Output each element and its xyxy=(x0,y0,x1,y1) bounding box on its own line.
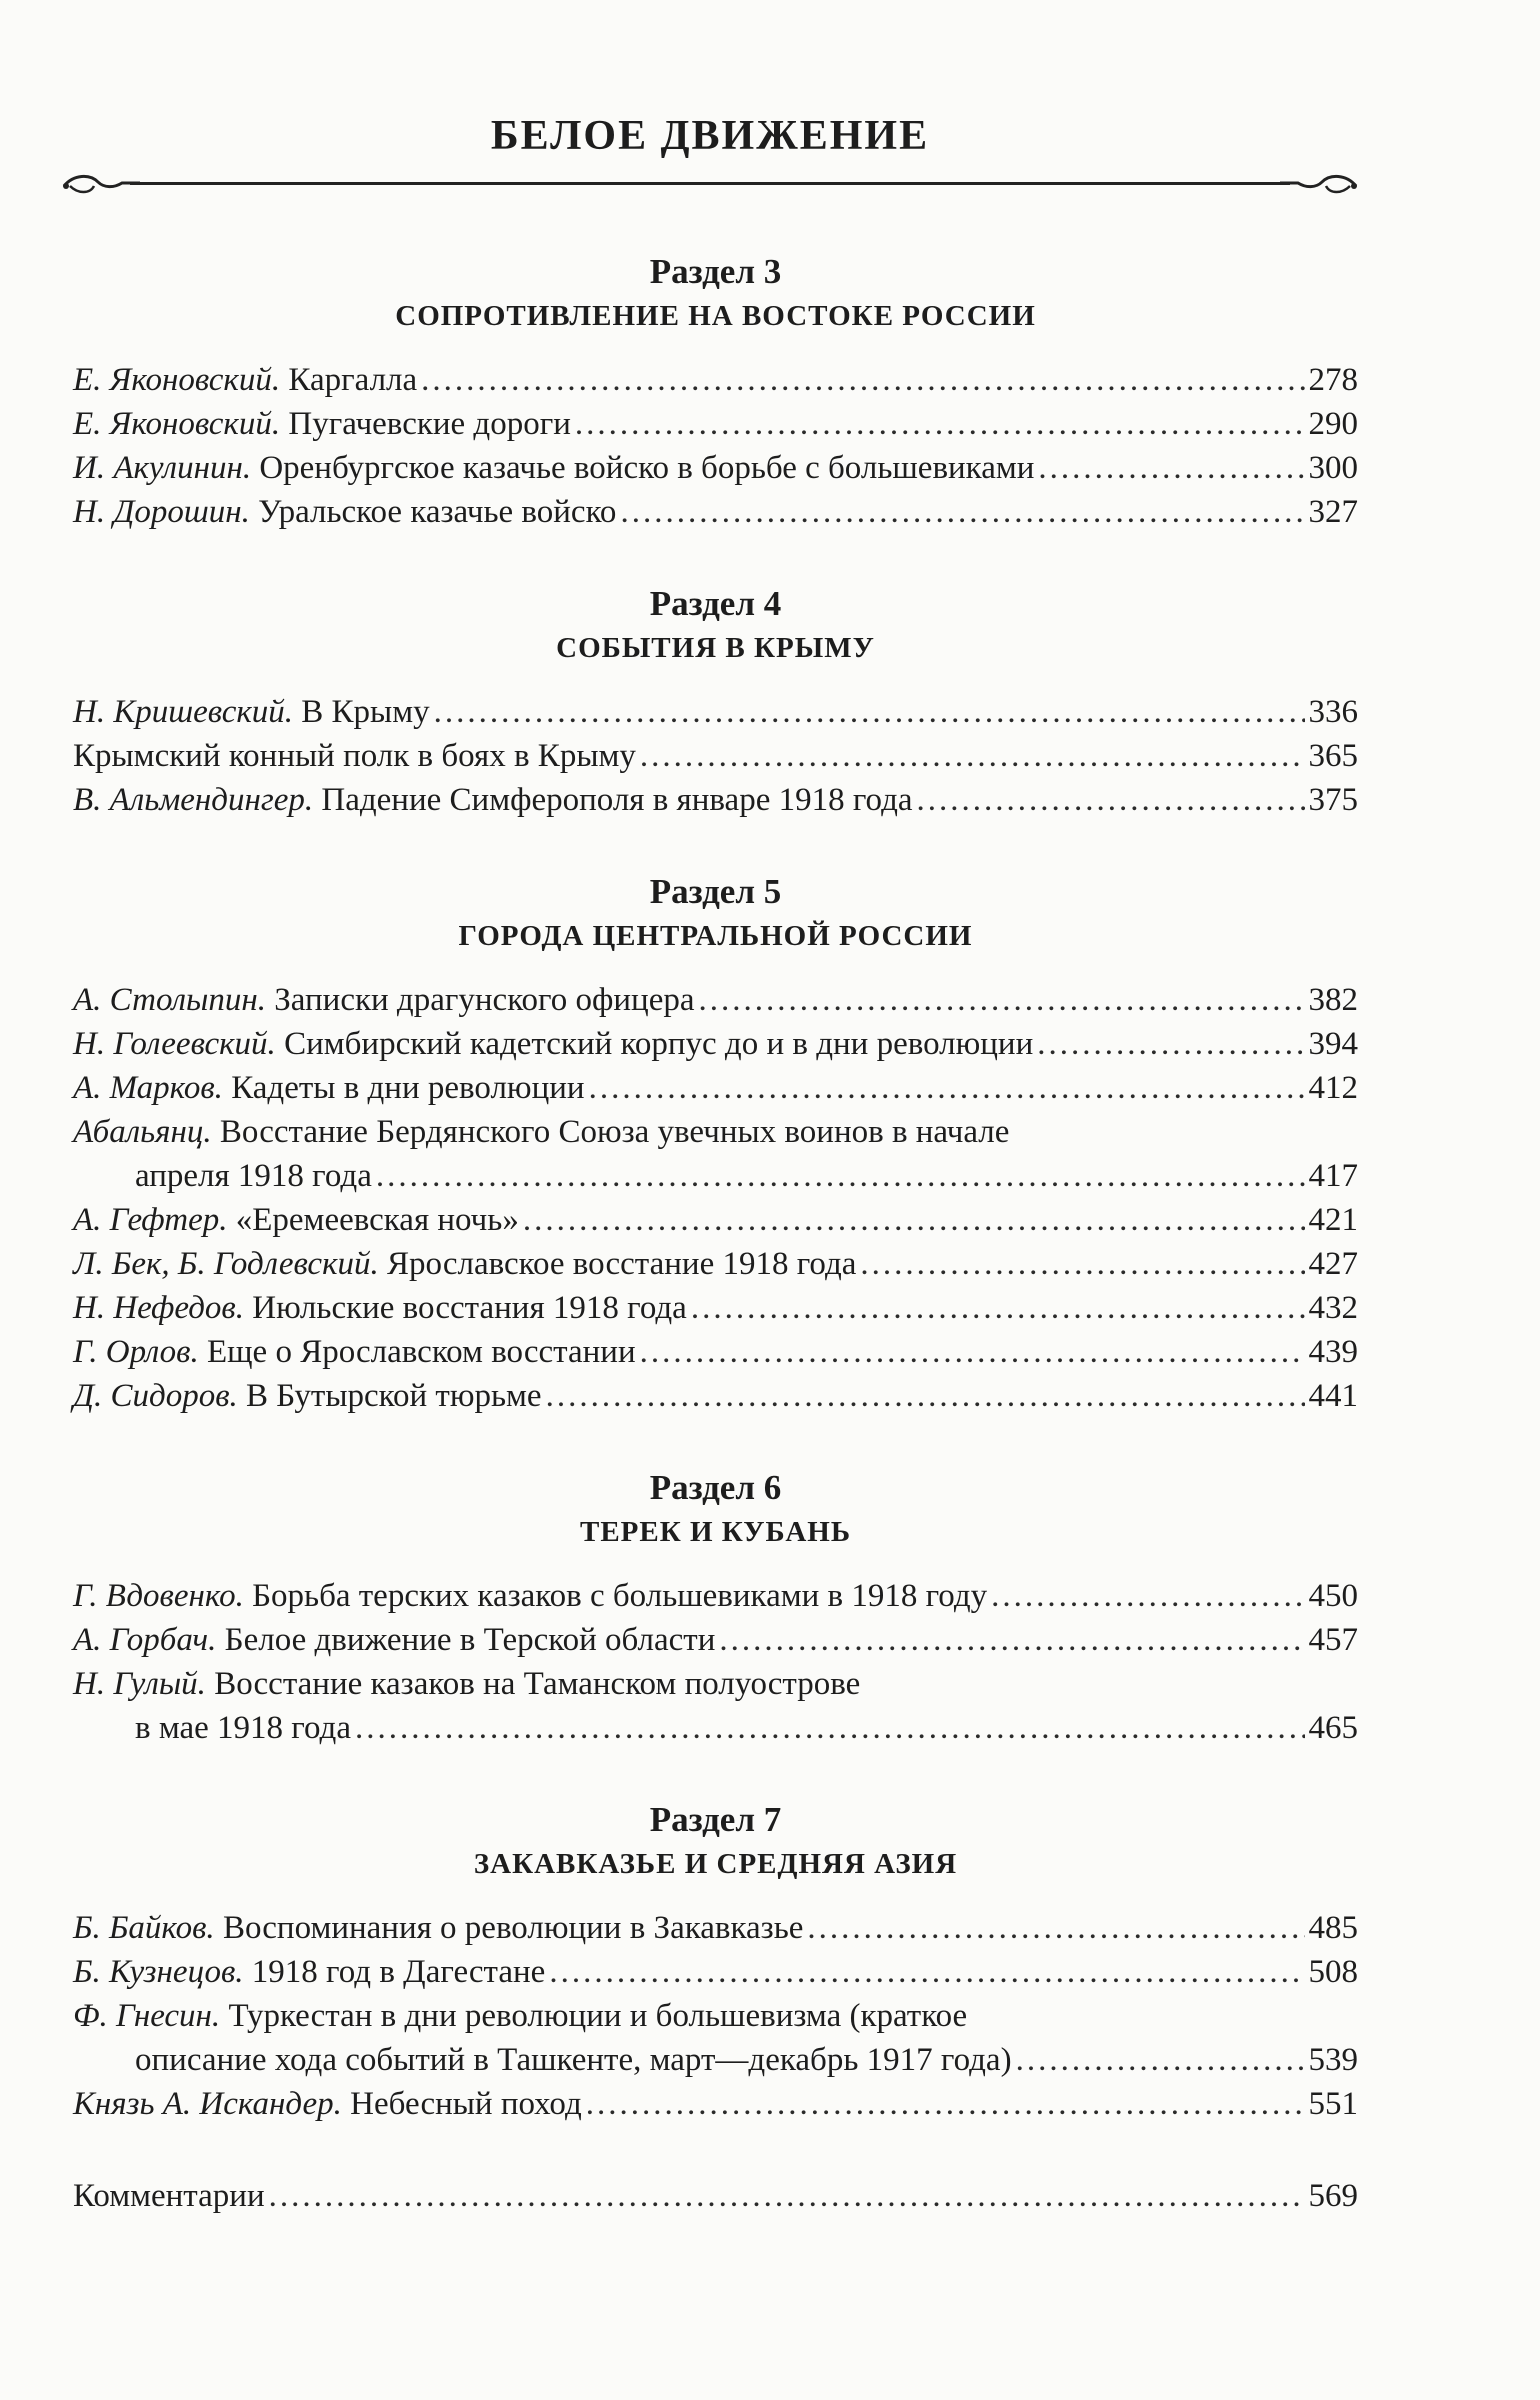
section-label: Раздел 4 xyxy=(649,584,782,623)
entry-author: А. Столыпин. xyxy=(73,982,267,1018)
toc-entry xyxy=(73,1022,1358,1066)
page-number: 278 xyxy=(1308,362,1358,398)
entry-author: Князь А. Искандер. xyxy=(73,2086,342,2122)
page-number: 427 xyxy=(1308,1246,1358,1282)
entry-title: 1918 год в Дагестане xyxy=(251,1954,546,1990)
toc-entry xyxy=(73,1374,1358,1418)
entry-author: И. Акулинин. xyxy=(73,450,252,486)
entry-title: Борьба терских казаков с большевиками в 1918 году xyxy=(252,1578,988,1614)
entry-line xyxy=(73,2082,1358,2126)
entry-title: Кадеты в дни революции xyxy=(231,1070,585,1106)
toc-section xyxy=(73,870,1358,1418)
entry-text xyxy=(73,1242,856,1286)
entry-line xyxy=(73,402,1358,446)
entry-text xyxy=(73,1286,687,1330)
entry-line xyxy=(73,2174,1358,2218)
page-number: 421 xyxy=(1308,1202,1358,1238)
entry-text xyxy=(73,2082,582,2126)
header-rule xyxy=(60,170,1360,210)
dot-leader xyxy=(546,1374,1305,1418)
entry-author: Н. Голеевский. xyxy=(73,1026,276,1062)
table-of-contents xyxy=(73,250,1358,2218)
page-number: 508 xyxy=(1308,1954,1358,1990)
entry-text xyxy=(73,402,571,446)
dot-leader xyxy=(549,1950,1304,1994)
toc-entry xyxy=(73,1906,1358,1950)
toc-section xyxy=(73,1466,1358,1750)
entry-author: Н. Кришевский. xyxy=(73,694,294,730)
entry-text xyxy=(73,734,636,778)
dot-leader xyxy=(807,1906,1304,1950)
entry-title-continued: в мае 1918 года xyxy=(135,1710,351,1746)
toc-entry xyxy=(73,446,1358,490)
section-title: ТЕРЕК И КУБАНЬ xyxy=(579,1516,852,1548)
section-title: ГОРОДА ЦЕНТРАЛЬНОЙ РОССИИ xyxy=(458,920,973,952)
entry-title: Уральское казачье войско xyxy=(258,494,617,530)
page-number: 485 xyxy=(1308,1910,1358,1946)
entry-title: Туркестан в дни революции и большевизма (краткое xyxy=(228,1998,968,2034)
dot-leader xyxy=(1037,1022,1304,1066)
toc-entry xyxy=(73,978,1358,1022)
section-title: СОПРОТИВЛЕНИЕ НА ВОСТОКЕ РОССИИ xyxy=(395,300,1036,332)
dot-leader xyxy=(691,1286,1305,1330)
dot-leader xyxy=(269,2174,1305,2218)
page-number: 439 xyxy=(1308,1334,1358,1370)
entry-line xyxy=(73,1198,1358,1242)
page-number: 290 xyxy=(1308,406,1358,442)
toc-entry xyxy=(73,402,1358,446)
entry-line xyxy=(73,1906,1358,1950)
toc-entry xyxy=(73,1242,1358,1286)
entry-line xyxy=(73,1286,1358,1330)
dot-leader xyxy=(640,734,1305,778)
entry-text xyxy=(73,978,695,1022)
toc-entry xyxy=(73,1618,1358,1662)
toc-entry xyxy=(73,1950,1358,1994)
page-number: 417 xyxy=(1308,1158,1358,1194)
entry-author: Б. Байков. xyxy=(73,1910,215,1946)
dot-leader xyxy=(586,2082,1305,2126)
dot-leader xyxy=(917,778,1305,822)
entry-author: Н. Гулый. xyxy=(73,1666,206,1702)
entry-title: В Крыму xyxy=(301,694,430,730)
entry-title: «Еремеевская ночь» xyxy=(235,1202,519,1238)
entry-author: Ф. Гнесин. xyxy=(73,1998,221,2034)
toc-entry xyxy=(73,1994,1358,2082)
entry-line xyxy=(73,734,1358,778)
toc-entry xyxy=(73,1066,1358,1110)
entry-line xyxy=(73,978,1358,1022)
section-label: Раздел 5 xyxy=(649,872,782,911)
entry-line xyxy=(73,1618,1358,1662)
page-number: 457 xyxy=(1308,1622,1358,1658)
entry-text xyxy=(73,1374,542,1418)
entry-text xyxy=(73,1198,519,1242)
entry-line xyxy=(73,778,1358,822)
toc-entry xyxy=(73,778,1358,822)
entry-first-line xyxy=(73,1110,1358,1154)
entry-author: В. Альмендингер. xyxy=(73,782,314,818)
section-label: Раздел 6 xyxy=(649,1468,782,1507)
entry-line xyxy=(73,1242,1358,1286)
entry-title: Каргалла xyxy=(288,362,418,398)
entry-text xyxy=(73,490,616,534)
dot-leader xyxy=(860,1242,1304,1286)
dot-leader xyxy=(355,1706,1305,1750)
page-number: 441 xyxy=(1308,1378,1358,1414)
toc-entry xyxy=(73,1110,1358,1198)
dot-leader xyxy=(523,1198,1305,1242)
page-number: 394 xyxy=(1308,1026,1358,1062)
entry-title: Белое движение в Терской области xyxy=(224,1622,716,1658)
running-header: БЕЛОЕ ДВИЖЕНИЕ xyxy=(490,113,930,159)
entry-continuation-line xyxy=(73,1706,1358,1750)
entry-author: Е. Яконовский. xyxy=(73,406,281,442)
toc-entry xyxy=(73,1198,1358,1242)
entry-continuation-line xyxy=(73,1154,1358,1198)
entry-text xyxy=(73,1066,585,1110)
entry-title-continued: апреля 1918 года xyxy=(135,1158,372,1194)
dot-leader xyxy=(589,1066,1305,1110)
entry-title: Июльские восстания 1918 года xyxy=(252,1290,687,1326)
dot-leader xyxy=(719,1618,1304,1662)
entry-title: Крымский конный полк в боях в Крыму xyxy=(73,738,636,774)
entry-text xyxy=(73,358,417,402)
section-label: Раздел 7 xyxy=(649,1800,782,1839)
entry-title: Небесный поход xyxy=(350,2086,582,2122)
dot-leader xyxy=(376,1154,1305,1198)
entry-title-continued: описание хода событий в Ташкенте, март—декабрь 1917 года) xyxy=(135,2042,1012,2078)
dot-leader xyxy=(991,1574,1304,1618)
page-number: 327 xyxy=(1308,494,1358,530)
entry-line xyxy=(73,1066,1358,1110)
toc-entry-comments xyxy=(73,2174,1358,2218)
entry-author: Д. Сидоров. xyxy=(73,1378,238,1414)
dot-leader xyxy=(1038,446,1304,490)
entry-line xyxy=(73,1574,1358,1618)
entry-text xyxy=(73,1950,545,1994)
entry-title: Падение Симферополя в январе 1918 года xyxy=(321,782,913,818)
entry-text xyxy=(73,1618,715,1662)
entry-text xyxy=(73,778,913,822)
toc-entry xyxy=(73,1330,1358,1374)
entry-line xyxy=(73,358,1358,402)
entry-title: Оренбургское казачье войско в борьбе с большевиками xyxy=(259,450,1035,486)
toc-entry xyxy=(73,490,1358,534)
page-number: 336 xyxy=(1308,694,1358,730)
entry-first-line xyxy=(73,1994,1358,2038)
page-number: 569 xyxy=(1308,2178,1358,2214)
entry-author: Г. Орлов. xyxy=(73,1334,199,1370)
toc-entry xyxy=(73,1286,1358,1330)
entry-author: А. Марков. xyxy=(73,1070,223,1106)
dot-leader xyxy=(1016,2038,1305,2082)
entry-author: Н. Нефедов. xyxy=(73,1290,245,1326)
entry-title: Восстание Бердянского Союза увечных воинов в начале xyxy=(219,1114,1010,1150)
toc-entry xyxy=(73,358,1358,402)
entry-author: А. Горбач. xyxy=(73,1622,217,1658)
toc-entry xyxy=(73,2082,1358,2126)
entry-text xyxy=(73,1022,1033,1066)
dot-leader xyxy=(620,490,1304,534)
toc-entry xyxy=(73,734,1358,778)
page-number: 539 xyxy=(1308,2042,1358,2078)
entry-text xyxy=(73,1574,987,1618)
section-title: ЗАКАВКАЗЬЕ И СРЕДНЯЯ АЗИЯ xyxy=(473,1848,958,1880)
dot-leader xyxy=(640,1330,1305,1374)
entry-title: Записки драгунского офицера xyxy=(274,982,695,1018)
entry-title: Пугачевские дороги xyxy=(288,406,571,442)
page-number: 412 xyxy=(1308,1070,1358,1106)
entry-title: В Бутырской тюрьме xyxy=(246,1378,542,1414)
page-number: 382 xyxy=(1308,982,1358,1018)
entry-author: А. Гефтер. xyxy=(73,1202,228,1238)
entry-line xyxy=(73,490,1358,534)
entry-author: Л. Бек, Б. Годлевский. xyxy=(73,1246,379,1282)
section-title: СОБЫТИЯ В КРЫМУ xyxy=(556,632,875,664)
page-number: 432 xyxy=(1308,1290,1358,1326)
entry-author: Абальянц. xyxy=(73,1114,212,1150)
entry-continuation-line xyxy=(73,2038,1358,2082)
entry-text xyxy=(73,446,1034,490)
dot-leader xyxy=(434,690,1305,734)
entry-line xyxy=(73,690,1358,734)
page-number: 375 xyxy=(1308,782,1358,818)
toc-section xyxy=(73,1798,1358,2126)
entry-author: Г. Вдовенко. xyxy=(73,1578,244,1614)
entry-title: Еще о Ярославском восстании xyxy=(206,1334,636,1370)
entry-text xyxy=(73,1330,636,1374)
entry-line xyxy=(73,1374,1358,1418)
page-number: 465 xyxy=(1308,1710,1358,1746)
dot-leader xyxy=(575,402,1305,446)
entry-line xyxy=(73,1022,1358,1066)
entry-line xyxy=(73,1950,1358,1994)
page-number: 300 xyxy=(1308,450,1358,486)
entry-text xyxy=(73,690,430,734)
toc-entry xyxy=(73,1574,1358,1618)
section-label: Раздел 3 xyxy=(649,252,782,291)
entry-title: Восстание казаков на Таманском полуострове xyxy=(214,1666,861,1702)
entry-title: Воспоминания о революции в Закавказье xyxy=(222,1910,804,1946)
header-line xyxy=(130,182,1290,185)
entry-title: Симбирский кадетский корпус до и в дни революции xyxy=(284,1026,1034,1062)
entry-line xyxy=(73,446,1358,490)
entry-author: Б. Кузнецов. xyxy=(73,1954,244,1990)
entry-text xyxy=(73,1906,803,1950)
entry-author: Н. Дорошин. xyxy=(73,494,250,530)
page-number: 551 xyxy=(1308,2086,1358,2122)
entry-author: Е. Яконовский. xyxy=(73,362,281,398)
dot-leader xyxy=(421,358,1304,402)
toc-section xyxy=(73,250,1358,534)
toc-entry xyxy=(73,690,1358,734)
entry-first-line xyxy=(73,1662,1358,1706)
entry-title: Комментарии xyxy=(73,2178,265,2214)
entry-title: Ярославское восстание 1918 года xyxy=(387,1246,857,1282)
toc-section xyxy=(73,582,1358,822)
page-number: 450 xyxy=(1308,1578,1358,1614)
page-number: 365 xyxy=(1308,738,1358,774)
entry-line xyxy=(73,1330,1358,1374)
right-flourish-icon xyxy=(1280,170,1360,200)
dot-leader xyxy=(699,978,1305,1022)
left-flourish-icon xyxy=(60,170,140,200)
toc-entry xyxy=(73,1662,1358,1750)
